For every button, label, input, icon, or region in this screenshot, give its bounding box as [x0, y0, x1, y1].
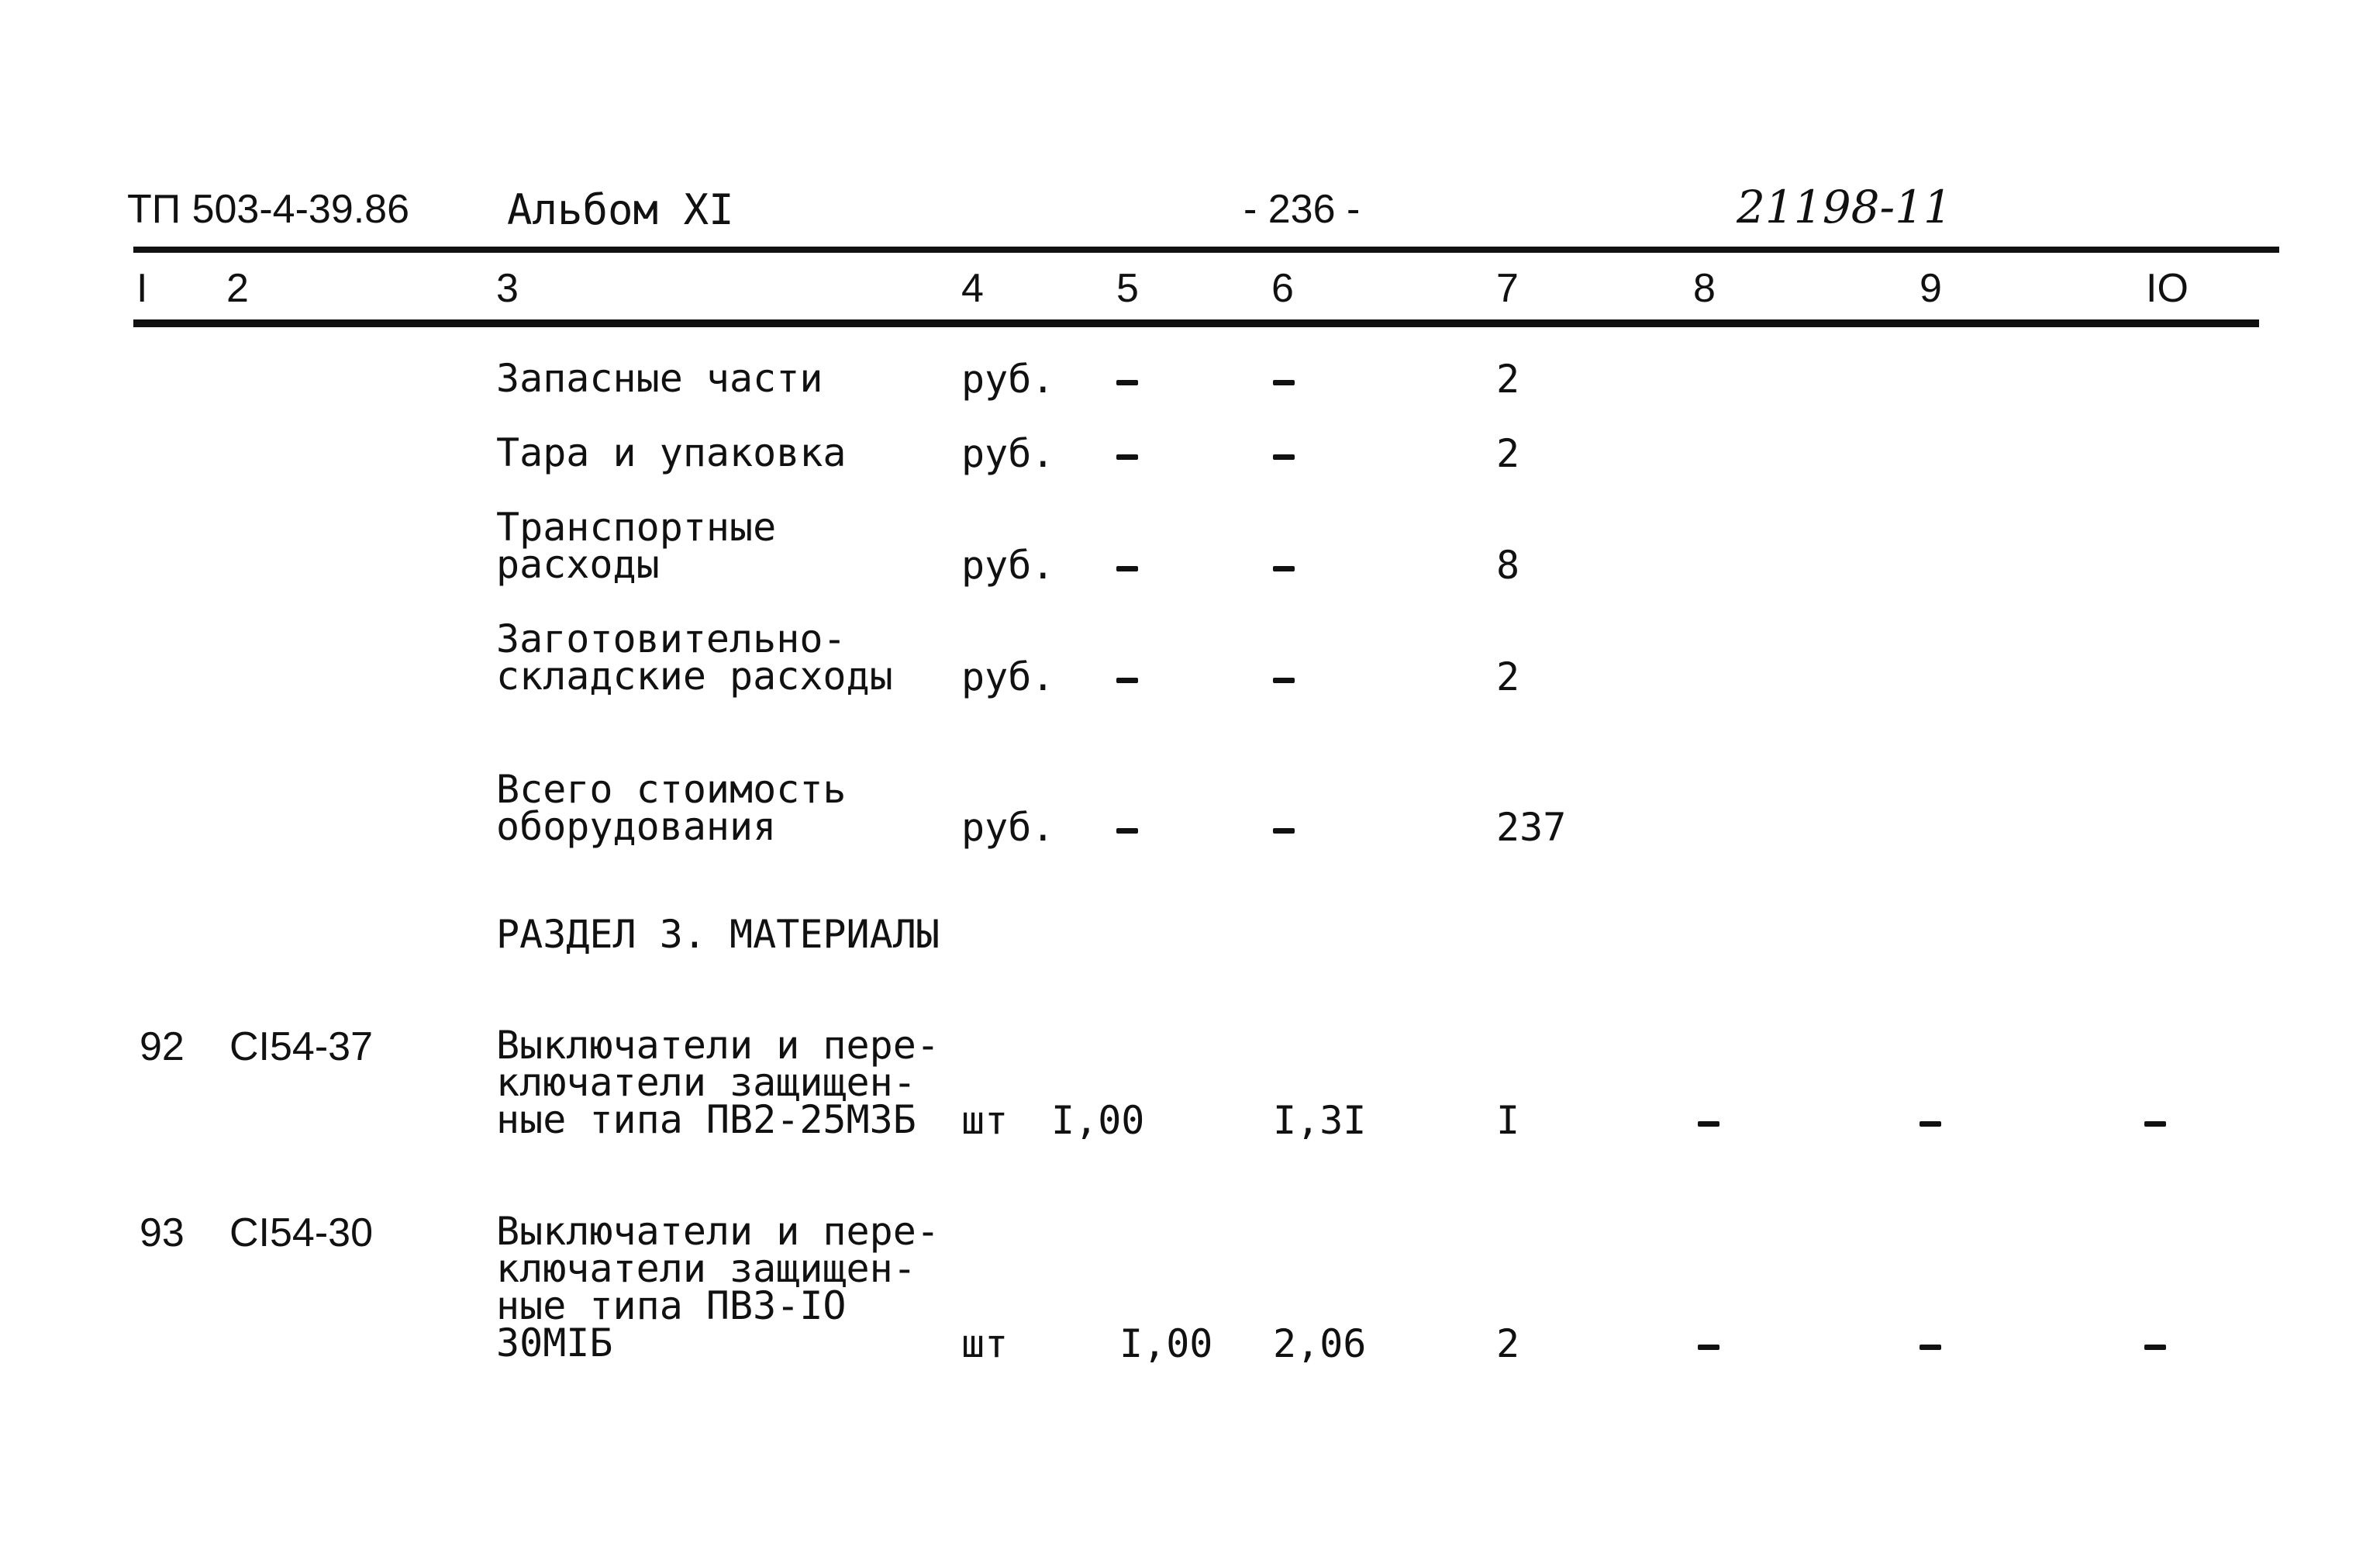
- material-93-c6: 2,06: [1273, 1321, 1367, 1366]
- header-top-rule: [133, 247, 2279, 253]
- col-3-label: 3: [496, 266, 519, 311]
- row-transport-unit: руб.: [961, 543, 1055, 588]
- material-93-c10: [2144, 1345, 2166, 1350]
- material-93-c7: 2: [1496, 1321, 1520, 1366]
- material-93-num: 93: [140, 1210, 185, 1255]
- section-title: РАЗДЕЛ 3. МАТЕРИАЛЫ: [496, 912, 940, 957]
- col-5-label: 5: [1116, 266, 1139, 311]
- material-92-c10: [2144, 1121, 2166, 1127]
- row-total-unit: руб.: [961, 805, 1055, 850]
- col-2-label: 2: [226, 266, 249, 311]
- row-total-c7: 237: [1496, 805, 1567, 850]
- album-label: Альбом XI: [507, 185, 734, 234]
- material-93-c8: [1698, 1345, 1719, 1350]
- row-packaging-c6: [1273, 454, 1295, 460]
- row-total-c6: [1273, 828, 1295, 834]
- row-transport-c7: 8: [1496, 543, 1520, 588]
- row-total-desc: Всего стоимость оборудования: [496, 767, 847, 849]
- material-92-c9: [1920, 1121, 1941, 1127]
- inventory-number: 21198-11: [1737, 181, 1952, 233]
- material-93-unit: шт: [961, 1321, 1009, 1366]
- row-transport-desc: Транспортные расходы: [496, 505, 777, 587]
- col-10-label: IO: [2146, 266, 2189, 311]
- material-93-code: CI54-30: [229, 1210, 373, 1255]
- row-packaging-desc: Тара и упаковка: [496, 430, 847, 475]
- material-92-desc: Выключатели и пере- ключатели защищен- ные типа ПВ2-25МЗБ: [496, 1023, 940, 1142]
- row-procurement-c6: [1273, 678, 1295, 683]
- col-6-label: 6: [1271, 266, 1294, 311]
- row-procurement-desc: Заготовительно- складские расходы: [496, 616, 893, 699]
- row-procurement-c5: [1116, 678, 1138, 683]
- col-9-label: 9: [1920, 266, 1942, 311]
- row-spare-parts-c7: 2: [1496, 357, 1520, 402]
- material-93-c5: I,00: [1119, 1321, 1213, 1366]
- material-93-c9: [1920, 1345, 1941, 1350]
- material-92-code: CI54-37: [229, 1024, 373, 1069]
- material-92-unit: шт: [961, 1098, 1009, 1143]
- material-92-c6: I,3I: [1273, 1098, 1367, 1143]
- material-92-c5: I,00: [1051, 1098, 1145, 1143]
- header-bottom-rule: [133, 319, 2259, 327]
- row-packaging-c5: [1116, 454, 1138, 460]
- material-92-c7: I: [1496, 1098, 1520, 1143]
- row-procurement-unit: руб.: [961, 654, 1055, 699]
- row-spare-parts-c5: [1116, 380, 1138, 385]
- row-transport-c6: [1273, 566, 1295, 571]
- material-92-c8: [1698, 1121, 1719, 1127]
- material-93-desc: Выключатели и пере- ключатели защищен- ные типа ПВЗ-IO 30МIБ: [496, 1209, 940, 1365]
- col-4-label: 4: [961, 266, 984, 311]
- row-total-c5: [1116, 828, 1138, 834]
- row-spare-parts-desc: Запасные части: [496, 356, 823, 401]
- row-procurement-c7: 2: [1496, 654, 1520, 699]
- row-packaging-c7: 2: [1496, 431, 1520, 476]
- row-transport-c5: [1116, 566, 1138, 571]
- row-spare-parts-c6: [1273, 380, 1295, 385]
- page-number: - 236 -: [1243, 187, 1361, 232]
- row-packaging-unit: руб.: [961, 431, 1055, 476]
- col-1-label: I: [136, 266, 148, 311]
- doc-code: ТП 503-4-39.86: [127, 187, 410, 232]
- row-spare-parts-unit: руб.: [961, 357, 1055, 402]
- col-7-label: 7: [1496, 266, 1519, 311]
- material-92-num: 92: [140, 1024, 185, 1069]
- col-8-label: 8: [1693, 266, 1716, 311]
